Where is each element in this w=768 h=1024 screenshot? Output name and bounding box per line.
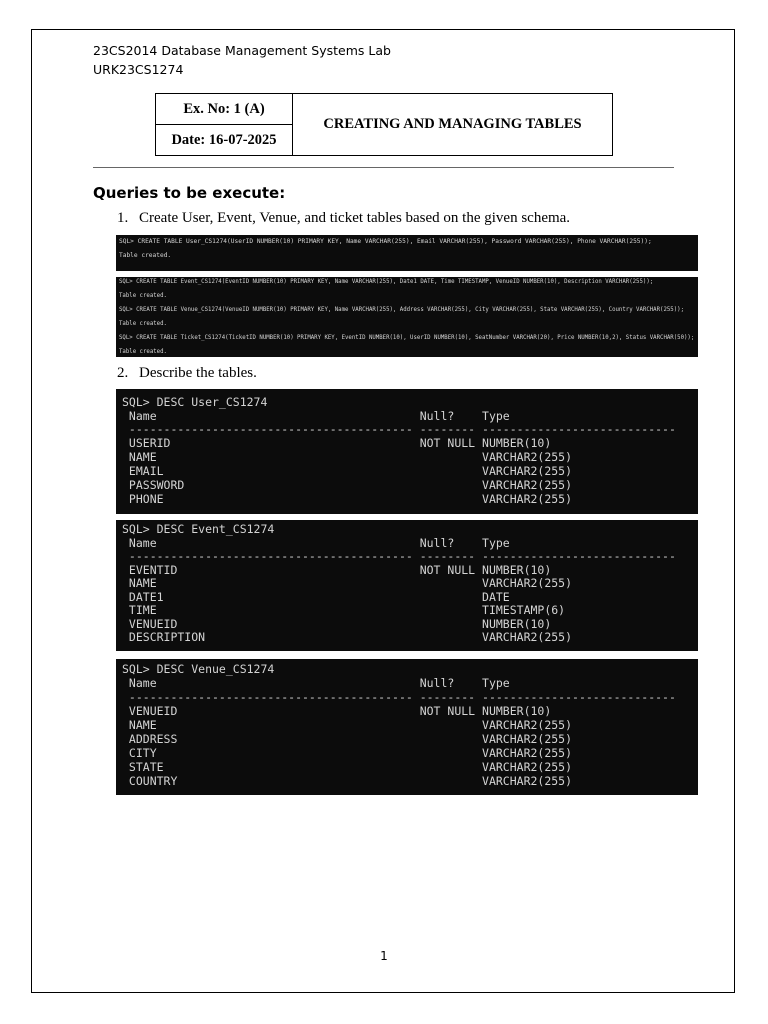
step-2 (117, 365, 257, 382)
terminal-line: Table created. (119, 293, 167, 299)
terminal-line: SQL> CREATE TABLE Venue_CS1274(VenueID NUMBER(10) PRIMARY KEY, Name VARCHAR(255), Address VARCHAR(255), City VARCHAR(255), State VARCHAR(255), Country VARCHAR(255)); (119, 307, 684, 313)
terminal-line: Name Null? Type (122, 536, 510, 550)
terminal-line: STATE VARCHAR2(255) (122, 760, 573, 774)
section-title: Queries to be execute: (93, 184, 286, 202)
step-text: Describe the tables. (139, 365, 257, 381)
terminal-line: NAME VARCHAR2(255) (122, 576, 573, 590)
terminal-line: PASSWORD VARCHAR2(255) (122, 478, 573, 492)
desc-user-output (116, 389, 698, 514)
terminal-line: ----------------------------------------- -------- ---------------------------- (122, 422, 676, 436)
exercise-header-table (155, 93, 613, 156)
step-number: 2. (117, 365, 129, 381)
terminal-line: SQL> DESC Event_CS1274 (122, 522, 275, 536)
terminal-line: Name Null? Type (122, 409, 510, 423)
terminal-line: DESCRIPTION VARCHAR2(255) (122, 630, 573, 644)
terminal-line: DATE1 DATE (122, 590, 510, 604)
page-number: 1 (380, 949, 388, 963)
terminal-line: SQL> CREATE TABLE User_CS1274(UserID NUMBER(10) PRIMARY KEY, Name VARCHAR(255), Email VARCHAR(255), Password VARCHAR(255), Phone VARCHAR(255)); (119, 238, 652, 245)
terminal-line: TIME TIMESTAMP(6) (122, 603, 566, 617)
terminal-line: ----------------------------------------- -------- ---------------------------- (122, 690, 676, 704)
terminal-line: SQL> CREATE TABLE Event_CS1274(EventID NUMBER(10) PRIMARY KEY, Name VARCHAR(255), Date1 DATE, Time TIMESTAMP, VenueID NUMBER(10), Description VARCHAR(255)); (119, 279, 654, 285)
register-number: URK23CS1274 (93, 62, 184, 77)
terminal-line: ADDRESS VARCHAR2(255) (122, 732, 573, 746)
course-title: 23CS2014 Database Management Systems Lab (93, 43, 391, 58)
terminal-line: EMAIL VARCHAR2(255) (122, 464, 573, 478)
terminal-line: NAME VARCHAR2(255) (122, 450, 573, 464)
terminal-line: USERID NOT NULL NUMBER(10) (122, 436, 552, 450)
desc-event-output (116, 520, 698, 651)
exercise-number: Ex. No: 1 (A) (156, 94, 293, 125)
exercise-date: Date: 16-07-2025 (156, 125, 293, 156)
step-number: 1. (117, 210, 129, 226)
exercise-title: CREATING AND MANAGING TABLES (293, 94, 613, 156)
step-1 (117, 210, 570, 227)
terminal-line: ----------------------------------------- -------- ---------------------------- (122, 549, 676, 563)
horizontal-rule (93, 167, 674, 168)
terminal-line: VENUEID NOT NULL NUMBER(10) (122, 704, 552, 718)
terminal-line: CITY VARCHAR2(255) (122, 746, 573, 760)
terminal-line: NAME VARCHAR2(255) (122, 718, 573, 732)
terminal-line: SQL> CREATE TABLE Ticket_CS1274(TicketID NUMBER(10) PRIMARY KEY, EventID NUMBER(10), UserID NUMBER(10), SeatNumber VARCHAR(20), Price NUMBER(10,2), Status VARCHAR(50)); (119, 335, 695, 341)
sql-create-tables-output (116, 277, 698, 357)
terminal-line: Table created. (119, 252, 172, 259)
terminal-line: Table created. (119, 321, 167, 327)
terminal-line: Table created. (119, 349, 167, 355)
terminal-line: COUNTRY VARCHAR2(255) (122, 774, 573, 788)
terminal-line: PHONE VARCHAR2(255) (122, 492, 573, 506)
terminal-line: SQL> DESC User_CS1274 (122, 395, 268, 409)
sql-create-user-output (116, 235, 698, 271)
terminal-line: VENUEID NUMBER(10) (122, 617, 552, 631)
desc-venue-output (116, 659, 698, 795)
terminal-line: EVENTID NOT NULL NUMBER(10) (122, 563, 552, 577)
terminal-line: Name Null? Type (122, 676, 510, 690)
step-text: Create User, Event, Venue, and ticket tables based on the given schema. (139, 210, 571, 226)
terminal-line: SQL> DESC Venue_CS1274 (122, 662, 275, 676)
